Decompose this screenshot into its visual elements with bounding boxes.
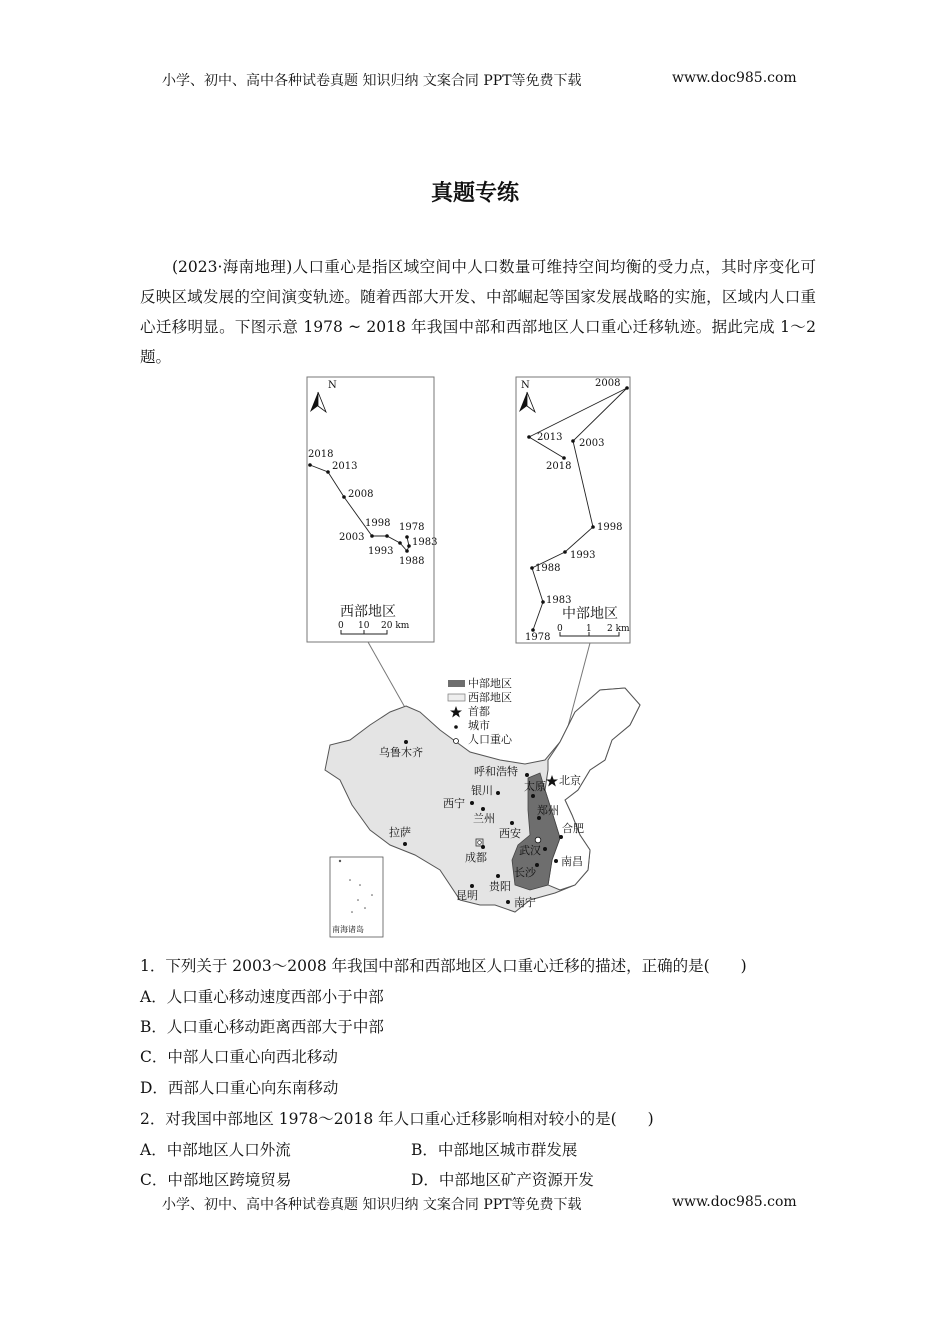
question-2-stem: 2．对我国中部地区 1978～2018 年人口重心迁移影响相对较小的是( ) [140,1110,654,1128]
year-label: 2018 [308,449,334,460]
footer-text: 小学、初中、高中各种试卷真题 知识归纳 文案合同 PPT等免费下载 [162,1197,582,1213]
city-label: 长沙 [514,866,536,879]
legend-city: 城市 [468,719,490,732]
year-label: 1998 [365,518,391,529]
intro-paragraph: (2023·海南地理)人口重心是指区域空间中人口数量可维持空间均衡的受力点，其时序变化可反映区域发展的空间演变轨迹。随着西部大开发、中部崛起等国家发展战略的实施，区域内人口重心迁移明显。下图示意 1978 ~ 2018 年我国中部和西部地区人口重心迁移轨迹。据此完成 1～2 题。 [140,258,816,366]
question-1-option: B．人口重心移动距离西部大于中部 [140,1018,384,1036]
city-label: 太原 [524,780,546,793]
city-label: 郑州 [537,804,559,817]
page-title: 真题专练 [430,180,519,206]
question-2-option: B．中部地区城市群发展 [411,1141,578,1159]
question-2-option: D．中部地区矿产资源开发 [411,1171,594,1189]
city-label: 银川 [471,784,493,797]
central-inset-frame [516,377,630,643]
city-label: 西安 [499,827,521,840]
city-label: 兰州 [473,812,495,825]
year-label: 1983 [546,595,572,606]
year-label: 2008 [595,378,621,389]
city-label: 乌鲁木齐 [379,746,423,759]
header-url[interactable]: www.doc985.com [672,70,797,86]
year-label: 1983 [412,537,438,548]
north-label: N [328,380,337,391]
question-1-option: D．西部人口重心向东南移动 [140,1079,339,1097]
year-label: 1988 [399,556,425,567]
year-label: 2018 [546,461,572,472]
year-label: 1998 [597,522,623,533]
year-label: 1993 [368,546,394,557]
header-text: 小学、初中、高中各种试卷真题 知识归纳 文案合同 PPT等免费下载 [162,73,582,89]
city-label: 南昌 [561,855,583,868]
year-label: 2013 [537,432,563,443]
year-label: 2003 [579,438,605,449]
west-caption: 西部地区 [340,604,396,620]
question-2-option: C．中部地区跨境贸易 [140,1171,292,1189]
question-2-option: A．中部地区人口外流 [140,1141,291,1159]
city-label: 南宁 [514,896,536,909]
city-label: 武汉 [519,844,541,857]
year-label: 1988 [535,563,561,574]
west-inset-frame [307,377,434,642]
question-1-option: C．中部人口重心向西北移动 [140,1048,338,1066]
scale-label: 2 km [607,624,630,634]
question-1-option: A．人口重心移动速度西部小于中部 [140,988,384,1006]
central-track [529,388,627,630]
legend-centroid: 人口重心 [468,733,512,746]
north-label: N [521,380,530,391]
legend-west: 西部地区 [468,691,512,704]
footer-url[interactable]: www.doc985.com [672,1194,797,1210]
city-label: 北京 [559,774,581,787]
year-label: 1978 [399,522,425,533]
city-label: 成都 [465,851,487,864]
scale-label: 0 [338,621,344,631]
year-label: 2013 [332,461,358,472]
year-label: 1978 [525,632,551,643]
scale-label: 0 [557,624,563,634]
scale-label: 20 km [381,621,410,631]
city-label: 西宁 [443,797,465,810]
year-label: 2003 [339,532,365,543]
north-arrow-icon [310,392,535,412]
city-label: 昆明 [456,889,478,902]
legend-capital: 首都 [468,705,490,718]
city-label: 合肥 [562,822,584,835]
legend-central: 中部地区 [468,677,512,690]
city-label: 拉萨 [389,826,411,839]
city-label: 贵阳 [489,880,511,893]
scale-label: 10 [358,621,370,631]
inset-label: 南海诸岛 [332,925,364,934]
central-caption: 中部地区 [562,606,618,622]
year-label: 1993 [570,550,596,561]
question-1-stem: 1．下列关于 2003～2008 年我国中部和西部地区人口重心迁移的描述，正确的是( ) [140,957,747,975]
city-label: 呼和浩特 [474,765,518,778]
capital-star-icon [450,706,462,718]
scale-label: 1 [586,624,592,634]
east-region [545,688,640,890]
year-label: 2008 [348,489,374,500]
